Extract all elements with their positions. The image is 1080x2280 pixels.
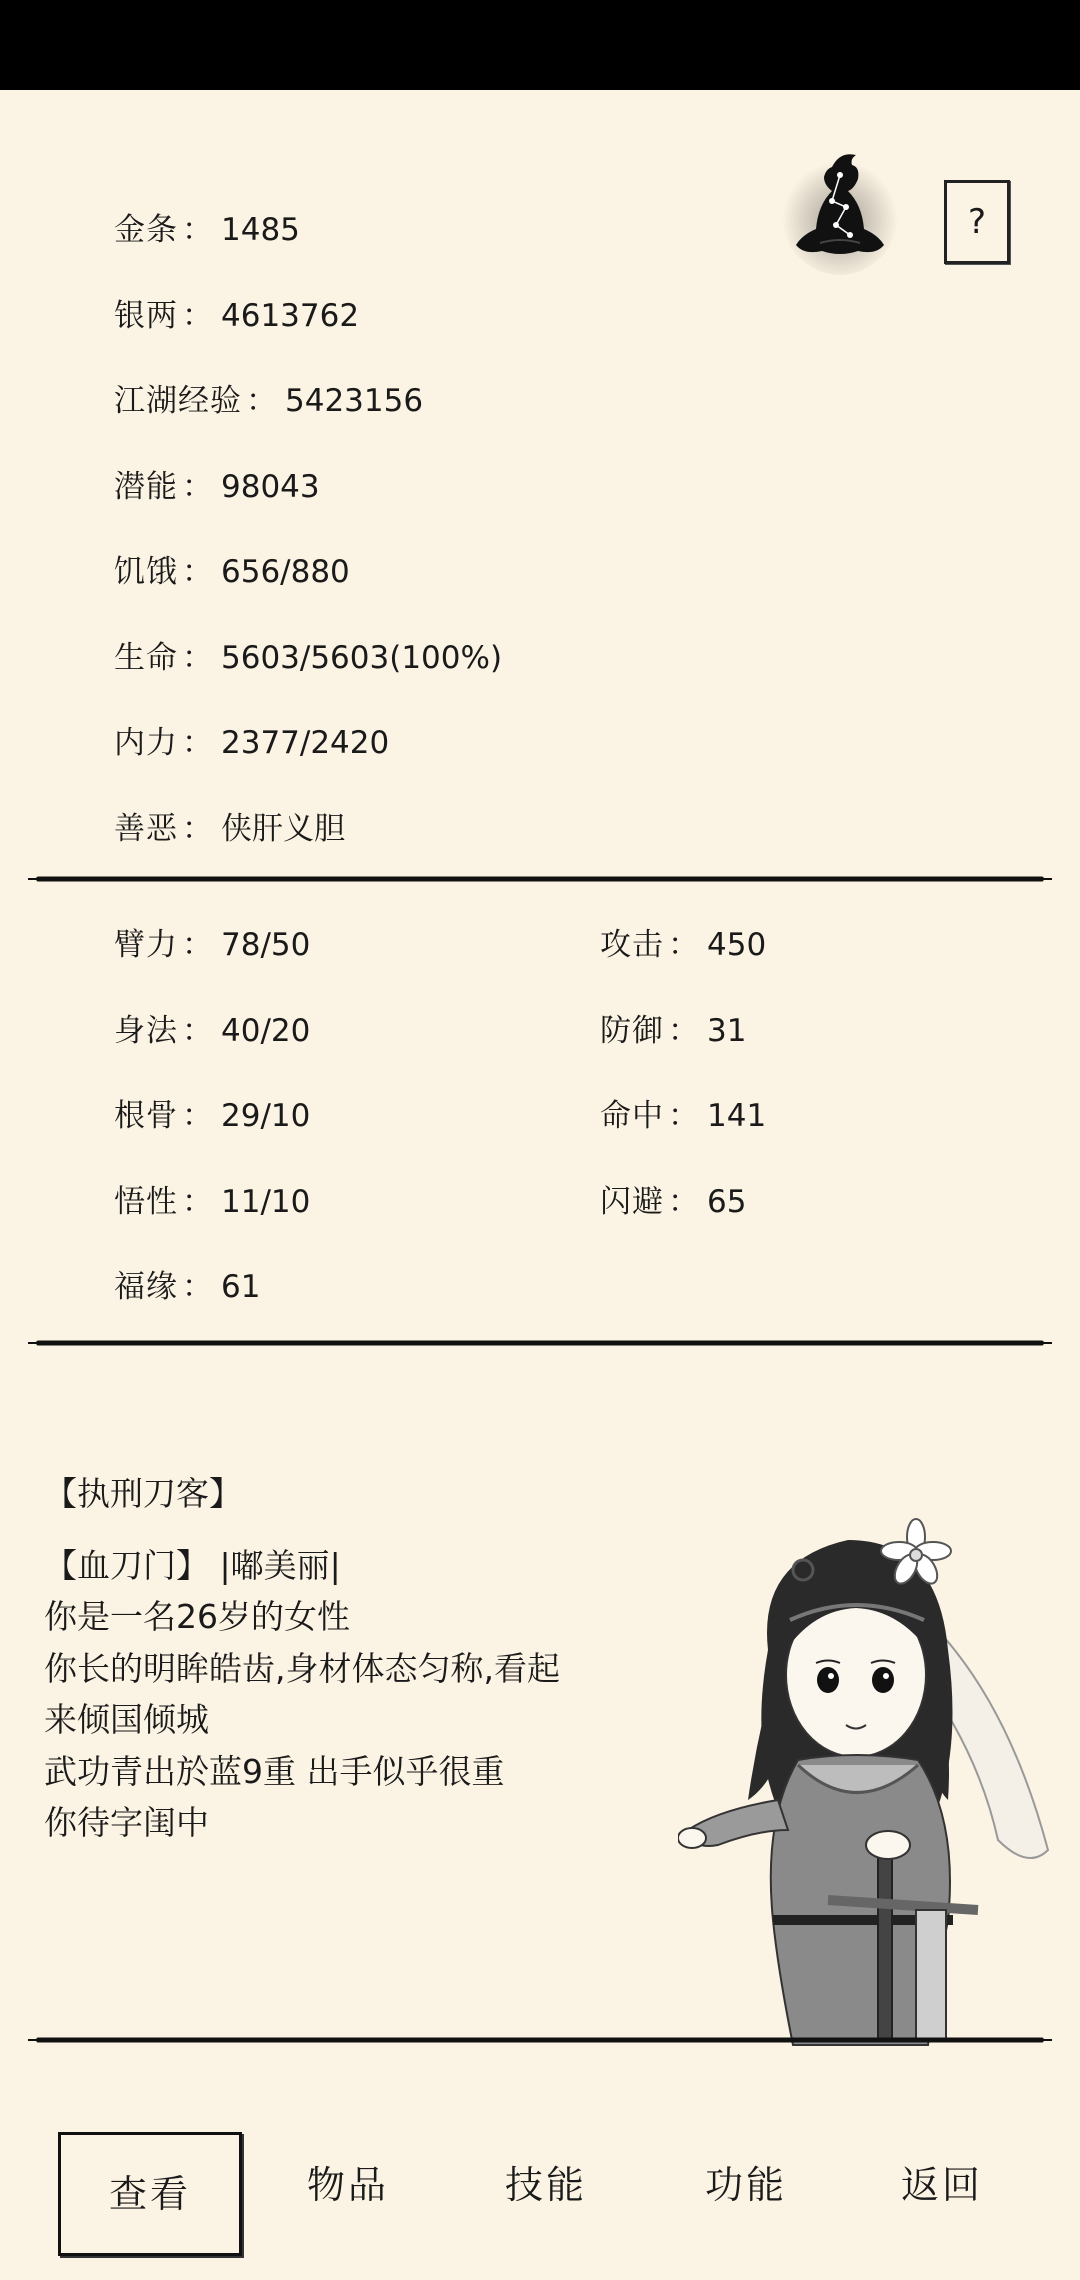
nav-view[interactable]: 查看 bbox=[58, 2132, 242, 2256]
nav-functions[interactable]: 功能 bbox=[704, 2163, 787, 2207]
character-bio bbox=[44, 1468, 560, 1849]
attributes-left bbox=[114, 903, 310, 1331]
resource-stats bbox=[114, 188, 502, 872]
stat-value: 侠肝义胆 bbox=[221, 810, 345, 847]
stat-value: 4613762 bbox=[221, 297, 360, 334]
stat-value: 656/880 bbox=[221, 554, 350, 590]
help-button[interactable]: ? bbox=[944, 180, 1010, 264]
attr-attack: 攻击 ： 450 bbox=[600, 927, 767, 963]
stat-morality: 善恶 ： 侠肝义胆 bbox=[114, 810, 345, 847]
divider bbox=[36, 2037, 1044, 2043]
character-title: 【执刑刀客】 bbox=[44, 1474, 242, 1513]
attr-defense: 防御 ： 31 bbox=[600, 1012, 747, 1049]
nav-back[interactable]: 返回 bbox=[900, 2163, 983, 2207]
stat-potential: 潜能 ： 98043 bbox=[114, 468, 320, 505]
attr-agility: 身法 ： 40/20 bbox=[114, 1012, 311, 1049]
attr-constitution: 根骨 ： 29/10 bbox=[114, 1098, 311, 1134]
stat-experience: 江湖经验 ： 5423156 bbox=[114, 383, 424, 419]
stat-health: 生命 ： 5603/5603(100%) bbox=[114, 639, 503, 676]
stat-value: 5603/5603(100%) bbox=[221, 639, 503, 676]
stat-inner-force: 内力 ： 2377/2420 bbox=[114, 725, 390, 761]
nav-items[interactable]: 物品 bbox=[306, 2163, 389, 2207]
nav-skills[interactable]: 技能 bbox=[504, 2163, 587, 2207]
attr-accuracy: 命中 ： 141 bbox=[600, 1098, 767, 1134]
status-bar bbox=[0, 0, 1080, 90]
stat-gold-bars: 金条 ： 1485 bbox=[114, 212, 300, 248]
bio-line: 你待字闺中 bbox=[44, 1803, 209, 1842]
bottom-nav bbox=[0, 2090, 1080, 2280]
divider bbox=[36, 1340, 1044, 1346]
divider bbox=[36, 876, 1044, 882]
bio-line: 武功青出於蓝9重 出手似乎很重 bbox=[44, 1751, 505, 1791]
bio-line: 来倾国倾城 bbox=[44, 1700, 209, 1739]
attr-strength: 臂力 ： 78/50 bbox=[114, 927, 311, 963]
attr-evasion: 闪避 ： 65 bbox=[600, 1183, 747, 1220]
attr-comprehension: 悟性 ： 11/10 bbox=[114, 1183, 311, 1220]
stat-value: 98043 bbox=[221, 468, 320, 505]
bio-line: 你长的明眸皓齿,身材体态匀称,看起 bbox=[44, 1648, 560, 1688]
character-portrait bbox=[678, 1500, 1058, 2070]
attr-fortune: 福缘 ： 61 bbox=[114, 1269, 261, 1305]
stat-value: 1485 bbox=[221, 212, 300, 248]
stat-value: 2377/2420 bbox=[221, 725, 390, 761]
attributes-right bbox=[600, 903, 766, 1245]
stat-value: 5423156 bbox=[285, 383, 424, 419]
character-sect-name: 【血刀门】 |嘟美丽| bbox=[44, 1545, 341, 1585]
stat-hunger: 饥饿 ： 656/880 bbox=[114, 554, 350, 590]
stat-silver: 银两 ： 4613762 bbox=[114, 297, 360, 334]
character-panel bbox=[0, 90, 1080, 2280]
meditation-avatar-icon[interactable] bbox=[780, 145, 900, 275]
bio-line: 你是一名26岁的女性 bbox=[44, 1597, 350, 1636]
